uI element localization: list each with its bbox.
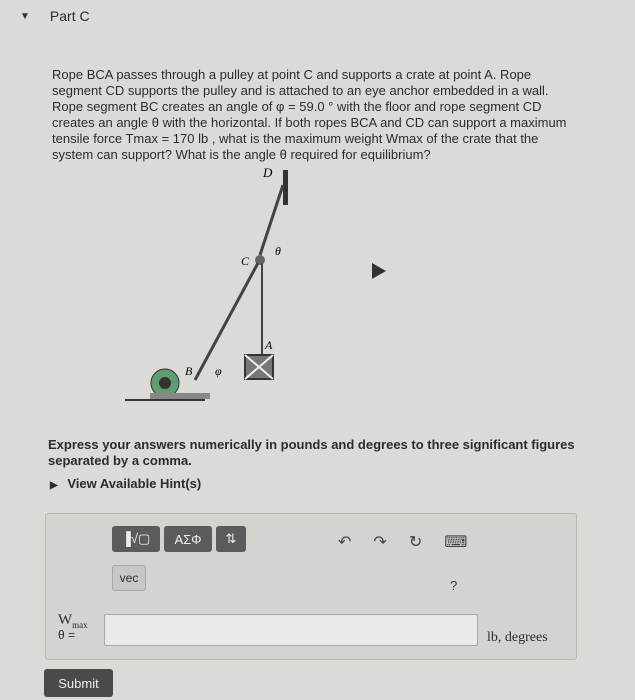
submit-button[interactable]: Submit [44,669,113,697]
part-header[interactable] [20,8,90,24]
problem-line: Rope BCA passes through a pulley at point C and supports a crate at point A. Rope [52,67,532,82]
templates-button[interactable]: ▐√▢ [112,526,160,552]
greek-button[interactable]: ΑΣΦ [164,526,212,552]
math-toolbar [112,526,246,552]
svg-text:D: D [263,165,273,180]
expand-triangle-icon: ▶ [50,480,58,491]
svg-text:φ: φ [215,364,222,378]
wmax-label: $W_{max}$ [58,612,88,630]
view-hints-link[interactable]: ▶ View Available Hint(s) [50,476,202,491]
vec-button[interactable]: vec [112,565,146,591]
theta-label: θ = [58,628,76,642]
svg-text:B: B [185,364,193,378]
svg-text:A: A [265,338,273,352]
help-button[interactable]: ? [450,578,458,593]
instructions: Express your answers numerically in pounds and degrees to three significant figures separated by a comma. [48,437,575,468]
reset-icon[interactable]: ↻ [408,534,423,551]
problem-line: Rope segment BC creates an angle of φ = 59.0 ° with the floor and rope segment CD [52,99,542,114]
units-label: lb, degrees [487,630,548,645]
problem-line: creates an angle θ with the horizontal. If both ropes BCA and CD can support a maximum [52,115,567,130]
cursor-arrow-icon [372,263,386,279]
answer-input[interactable] [104,614,478,646]
svg-text:C: C [241,254,250,268]
redo-icon[interactable]: ↷ [373,534,387,551]
problem-line: system can support? What is the angle θ required for equilibrium? [52,147,431,162]
undo-icon[interactable]: ↶ [338,534,352,551]
problem-line: segment CD supports the pulley and is attached to an eye anchor embedded in a wall. [52,83,549,98]
svg-text:θ: θ [275,244,281,258]
collapse-caret-icon[interactable]: ▼ [20,10,30,22]
arrows-button[interactable]: ⇅ [216,526,246,552]
problem-statement [52,67,577,163]
editor-actions [338,532,467,552]
part-title: Part C [49,8,90,24]
problem-line: tensile force Tmax = 170 lb , what is the maximum weight Wmax of the crate that the [52,131,539,146]
pulley-diagram [115,165,415,420]
keyboard-icon[interactable]: ⌨ [444,534,468,551]
